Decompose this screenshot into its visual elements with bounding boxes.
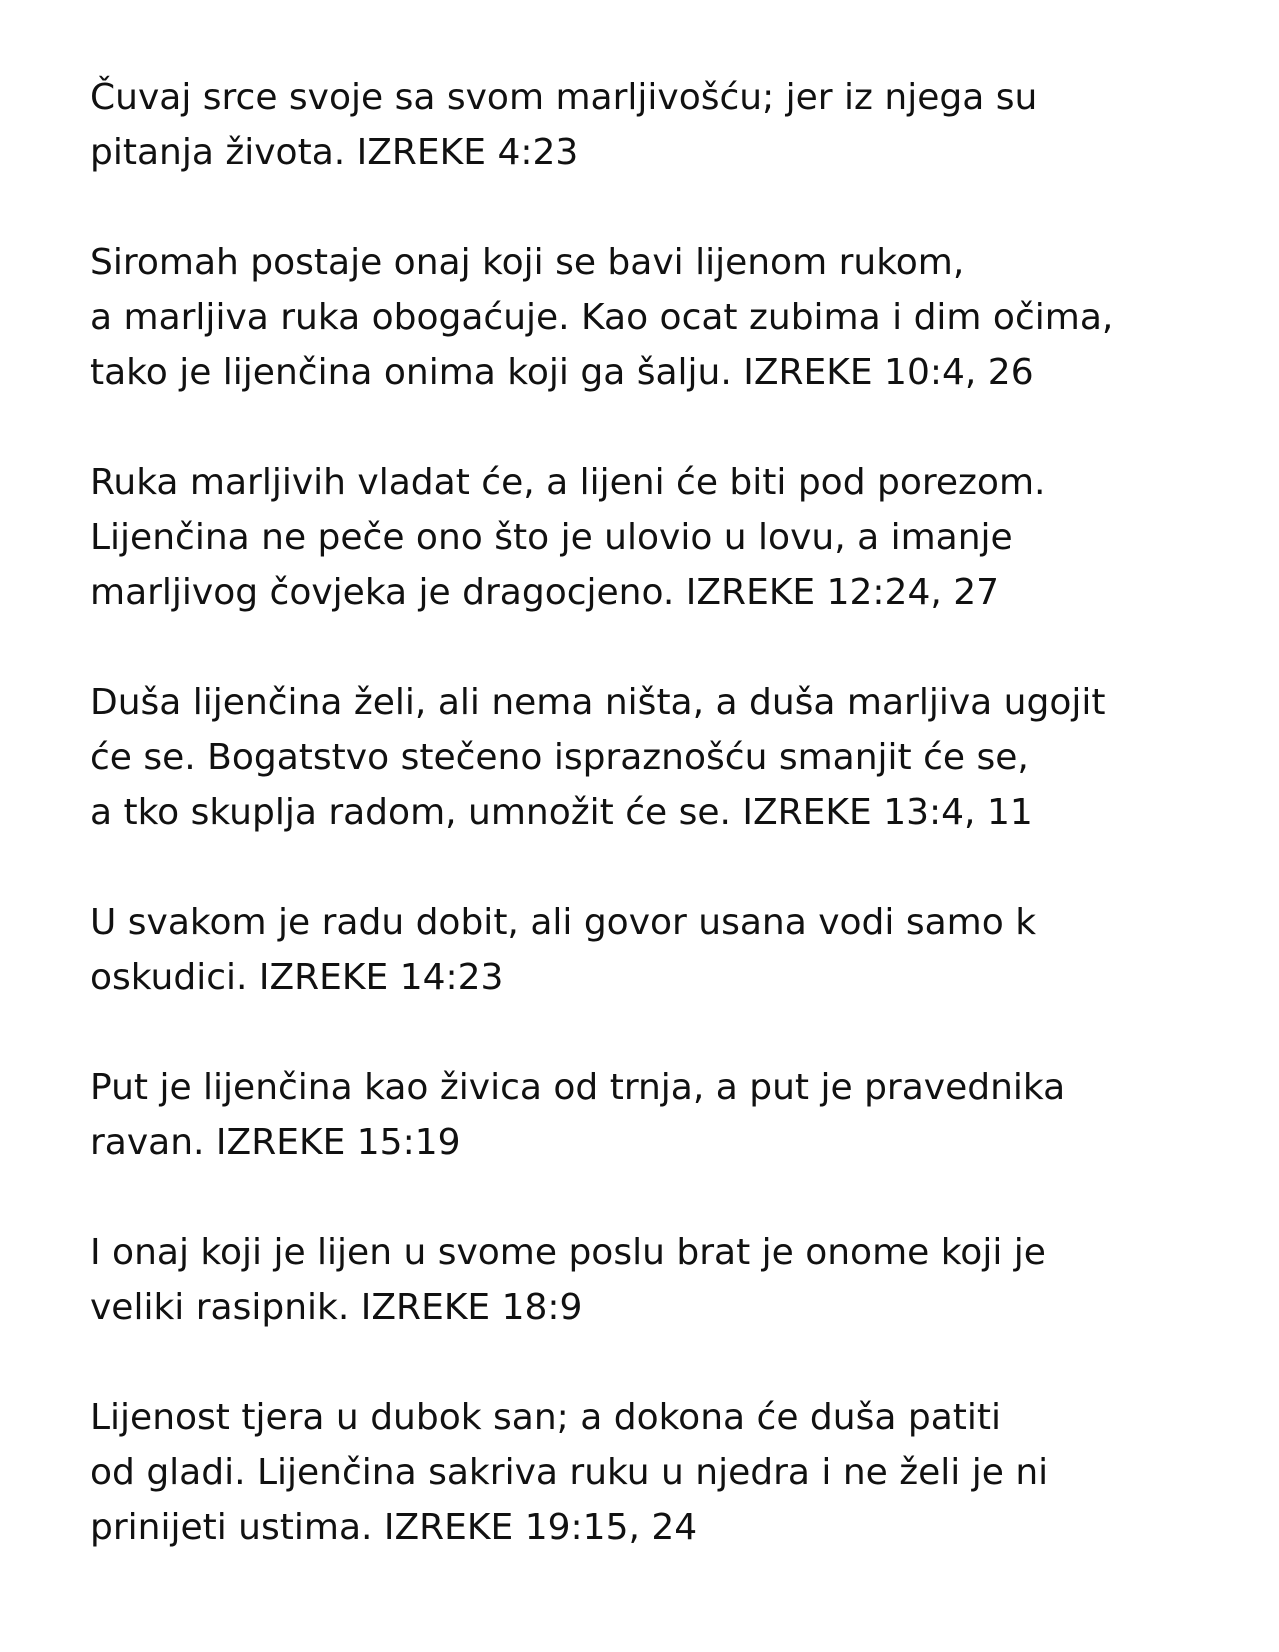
verse-line: pitanja života. IZREKE 4:23 bbox=[90, 132, 579, 173]
verse-paragraph bbox=[90, 1060, 1210, 1170]
verse-paragraph bbox=[90, 235, 1210, 400]
verse-line: veliki rasipnik. IZREKE 18:9 bbox=[90, 1287, 583, 1328]
verse-paragraph bbox=[90, 70, 1210, 180]
verse-line: prinijeti ustima. IZREKE 19:15, 24 bbox=[90, 1507, 698, 1548]
verse-line: Lijenost tjera u dubok san; a dokona će duša patiti bbox=[90, 1397, 1001, 1438]
verse-line: Čuvaj srce svoje sa svom marljivošću; jer iz njega su bbox=[90, 77, 1038, 118]
verse-line: Put je lijenčina kao živica od trnja, a put je pravednika bbox=[90, 1067, 1066, 1108]
verse-line: I onaj koji je lijen u svome poslu brat je onome koji je bbox=[90, 1232, 1046, 1273]
verse-line: Ruka marljivih vladat će, a lijeni će biti pod porezom. bbox=[90, 462, 1046, 503]
verse-line: oskudici. IZREKE 14:23 bbox=[90, 957, 504, 998]
verse-line: tako je lijenčina onima koji ga šalju. IZREKE 10:4, 26 bbox=[90, 352, 1034, 393]
verse-line: a tko skuplja radom, umnožit će se. IZREKE 13:4, 11 bbox=[90, 792, 1033, 833]
document-page bbox=[90, 70, 1210, 1610]
verse-line: Siromah postaje onaj koji se bavi lijenom rukom, bbox=[90, 242, 965, 283]
verse-line: od gladi. Lijenčina sakriva ruku u njedra i ne želi je ni bbox=[90, 1452, 1049, 1493]
verse-line: Lijenčina ne peče ono što je ulovio u lovu, a imanje bbox=[90, 517, 1013, 558]
verse-paragraph bbox=[90, 1390, 1210, 1555]
verse-line: Duša lijenčina želi, ali nema ništa, a duša marljiva ugojit bbox=[90, 682, 1106, 723]
verse-line: marljivog čovjeka je dragocjeno. IZREKE 12:24, 27 bbox=[90, 572, 1000, 613]
verse-paragraph bbox=[90, 455, 1210, 620]
verse-paragraph bbox=[90, 895, 1210, 1005]
verse-line: a marljiva ruka obogaćuje. Kao ocat zubima i dim očima, bbox=[90, 297, 1114, 338]
verse-line: će se. Bogatstvo stečeno ispraznošću smanjit će se, bbox=[90, 737, 1029, 778]
verse-paragraph bbox=[90, 675, 1210, 840]
verse-line: U svakom je radu dobit, ali govor usana vodi samo k bbox=[90, 902, 1037, 943]
verse-paragraph bbox=[90, 1225, 1210, 1335]
verse-line: ravan. IZREKE 15:19 bbox=[90, 1122, 461, 1163]
